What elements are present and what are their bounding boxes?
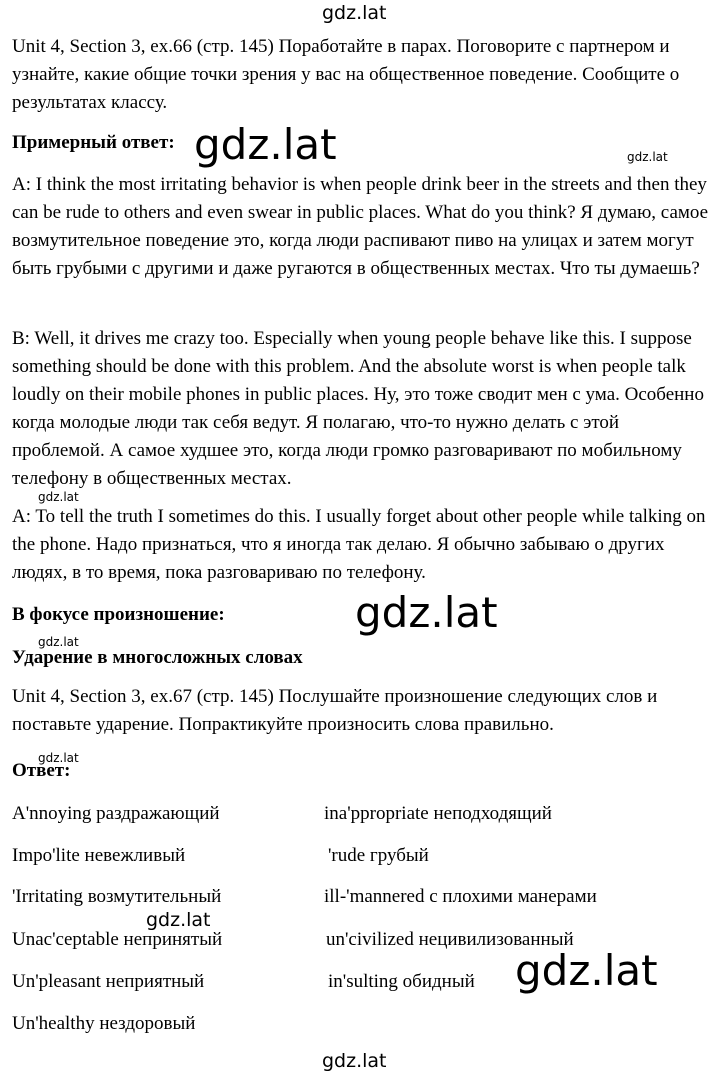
word-row <box>12 1010 712 1038</box>
watermark-small-4: gdz.lat <box>38 751 79 765</box>
dialog-a2: A: To tell the truth I sometimes do this. I usually forget about other people while talking on the phone. Надо признаться, что я иногда так делаю. Я обычно забываю о других людях, в то время, пока разговариваю по телефону. <box>12 506 706 583</box>
watermark-large-2: gdz.lat <box>355 588 498 637</box>
watermark-top: gdz.lat <box>322 2 387 24</box>
watermark-small-3: gdz.lat <box>38 635 79 649</box>
word-row <box>12 842 712 870</box>
watermark-large-1: gdz.lat <box>194 120 337 169</box>
watermark-bottom: gdz.lat <box>322 1050 387 1072</box>
word-left: A'nnoying раздражающий <box>12 803 220 824</box>
word-left: Impo'lite невежливый <box>12 845 186 866</box>
answer-label: Ответ: <box>12 760 71 781</box>
pronunciation-focus-title: В фокусе произношение: <box>12 604 225 625</box>
word-left: Un'pleasant неприятный <box>12 971 205 992</box>
dialog-a1: A: I think the most irritating behavior is when people drink beer in the streets and then they can be rude to others and even swear in public places. What do you think? Я думаю, самое возмутительное поведение это, когда люди распивают пиво на улицах и затем могут быть грубыми с другими и даже ругаются в общественных местах. Что ты думаешь? <box>12 174 709 279</box>
watermark-small-1: gdz.lat <box>627 150 668 164</box>
word-right: ina'ppropriate неподходящий <box>324 803 552 824</box>
sample-answer-label: Примерный ответ: <box>12 132 175 153</box>
word-left: Un'healthy нездоровый <box>12 1013 196 1034</box>
word-left: 'Irritating возмутительный <box>12 886 222 907</box>
word-row <box>12 883 712 911</box>
ex67-heading: Unit 4, Section 3, ex.67 (стр. 145) Послушайте произношение следующих слов и поставьте ударение. Попрактикуйте произносить слова правильно. <box>12 686 658 735</box>
watermark-mid: gdz.lat <box>146 909 211 931</box>
watermark-small-2: gdz.lat <box>38 490 79 504</box>
word-right: 'rude грубый <box>328 845 429 866</box>
word-right: ill-'mannered с плохими манерами <box>324 886 597 907</box>
word-right: un'civilized нецивилизованный <box>326 929 574 950</box>
word-right: in'sulting обидный <box>328 971 475 992</box>
word-left: Unac'ceptable непринятый <box>12 929 223 950</box>
word-row <box>12 800 712 828</box>
ex66-heading: Unit 4, Section 3, ex.66 (стр. 145) Поработайте в парах. Поговорите с партнером и узнайте, какие общие точки зрения у вас на общественное поведение. Сообщите о результатах классу. <box>12 36 680 113</box>
pronunciation-subtitle: Ударение в многосложных словах <box>12 647 303 668</box>
watermark-large-3: gdz.lat <box>515 946 658 995</box>
dialog-b1: B: Well, it drives me crazy too. Especially when young people behave like this. I suppose something should be done with this problem. And the absolute worst is when people talk loudly on their mobile phones in public places. Ну, это тоже сводит мен с ума. Особенно когда молодые люди так себя ведут. Я полагаю, что-то нужно делать с этой проблемой. А самое худшее это, когда люди громко разговаривают по мобильному телефону в общественных местах. <box>12 328 704 489</box>
